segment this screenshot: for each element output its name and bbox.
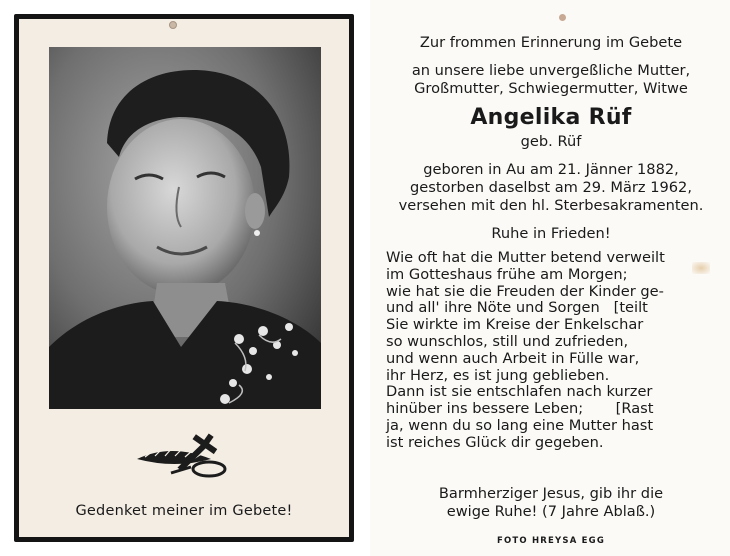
- pin-hole: [169, 21, 177, 29]
- poem-line: im Gotteshaus frühe am Morgen;: [386, 265, 628, 283]
- prayer-line-1: Barmherziger Jesus, gib ihr die: [438, 485, 664, 502]
- photographer-credit: FOTO HREYSA EGG: [496, 536, 606, 546]
- poem-line: so wunschlos, still und zufrieden,: [386, 332, 629, 350]
- poem-line: hinüber ins bessere Leben; [Rast: [386, 400, 654, 418]
- poem-line: Wie oft hat die Mutter betend verweilt: [386, 249, 665, 266]
- dedication-line-1: an unsere liebe unvergeßliche Mutter,: [411, 62, 691, 79]
- palm-cross-emblem-icon: [131, 429, 237, 487]
- portrait-card: [14, 14, 354, 542]
- portrait-photo: [49, 47, 321, 409]
- poem-line: ihr Herz, es ist jung geblieben.: [386, 366, 610, 384]
- dedication-line-2: Großmutter, Schwiegermutter, Witwe: [414, 80, 688, 97]
- memorial-text-card: [370, 0, 730, 556]
- poem-line: Dann ist sie entschlafen nach kurzer: [386, 383, 653, 401]
- prayer-line-2: ewige Ruhe! (7 Jahre Ablaß.): [446, 503, 656, 520]
- poem-line: Sie wirkte im Kreise der Enkelschar: [386, 316, 644, 334]
- sacraments-line: versehen mit den hl. Sterbesakramenten.: [398, 197, 704, 214]
- memorial-poem: [386, 250, 722, 452]
- memorial-caption: Gedenket meiner im Gebete!: [75, 503, 293, 519]
- birth-line: geboren in Au am 21. Jänner 1882,: [423, 161, 679, 178]
- poem-line: ja, wenn du so lang eine Mutter hast: [386, 416, 654, 434]
- poem-line: und all' ihre Nöte und Sorgen [teilt: [386, 299, 648, 317]
- pin-hole: [559, 14, 566, 21]
- portrait-photo-drawing: [49, 47, 321, 409]
- portrait-card-inner: [19, 19, 349, 537]
- intro-line: Zur frommen Erinnerung im Gebete: [419, 34, 683, 51]
- poem-line: und wenn auch Arbeit in Fülle war,: [386, 349, 640, 367]
- poem-line: ist reiches Glück dir gegeben.: [386, 433, 604, 451]
- rest-in-peace: Ruhe in Frieden!: [491, 225, 611, 242]
- maiden-name: geb. Rüf: [520, 133, 582, 150]
- paper-stain: [692, 262, 710, 274]
- deceased-name: Angelika Rüf: [470, 105, 632, 130]
- poem-line: wie hat sie die Freuden der Kinder ge-: [386, 282, 664, 300]
- death-line: gestorben daselbst am 29. März 1962,: [410, 179, 692, 196]
